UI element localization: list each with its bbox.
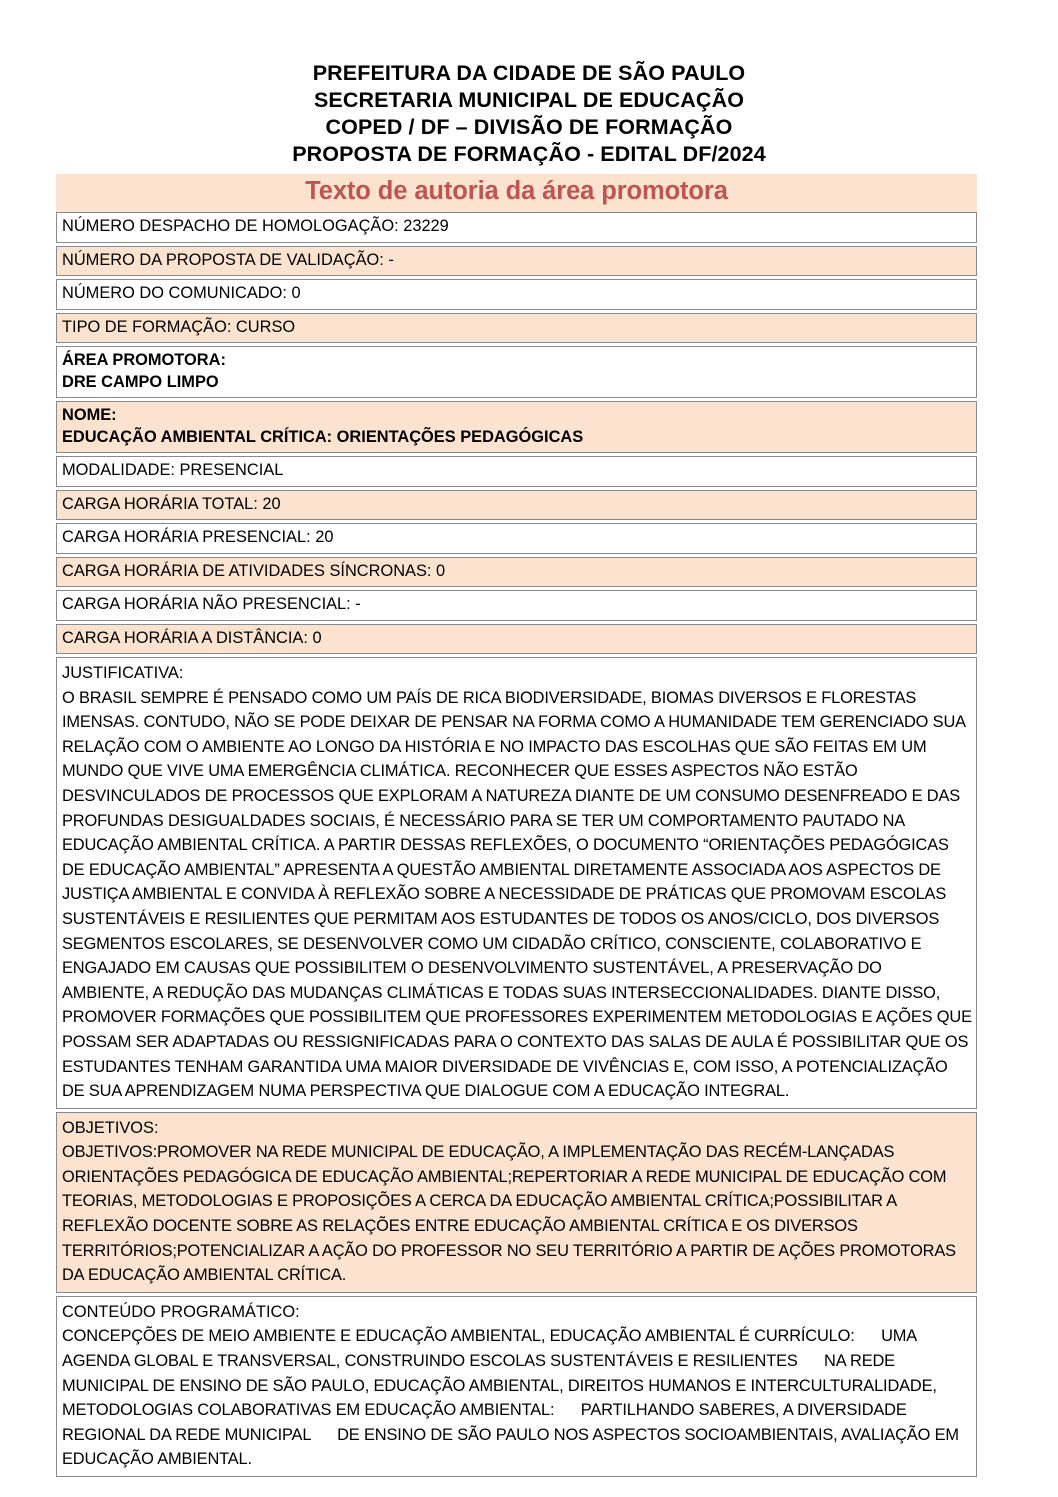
field-tipo-formacao: TIPO DE FORMAÇÃO: CURSO [56, 313, 977, 344]
row-carga-sincronas [56, 557, 977, 588]
row-justificativa [56, 657, 977, 1109]
field-area-promotora [56, 346, 977, 398]
header-line-secretaria: SECRETARIA MUNICIPAL DE EDUCAÇÃO [313, 88, 745, 112]
conteudo-text: CONCEPÇÕES DE MEIO AMBIENTE E EDUCAÇÃO AMBIENTAL, EDUCAÇÃO AMBIENTAL É CURRÍCULO: UMA AGENDA GLOBAL E TRANSVERSAL, CONSTRUINDO ESCOLAS SUSTENTÁVEIS E RESILIENTES NA REDE MUNICIPAL DE ENSINO DE SÃO PAULO, EDUCAÇÃO AMBIENTAL, DIREITOS HUMANOS E INTERCULTURALIDADE, METODOLOGIAS COLABORATIVAS EM EDUCAÇÃO AMBIENTAL: PARTILHANDO SABERES, A DIVERSIDADE REGIONAL DA REDE MUNICIPAL DE ENSINO DE SÃO PAULO NOS ASPECTOS SOCIOAMBIENTAIS, AVALIAÇÃO EM EDUCAÇÃO AMBIENTAL. [62, 1327, 964, 1469]
row-tipo-formacao [56, 313, 977, 344]
field-nome [56, 401, 977, 453]
justificativa-text: O BRASIL SEMPRE É PENSADO COMO UM PAÍS DE RICA BIODIVERSIDADE, BIOMAS DIVERSOS E FLORESTAS IMENSAS. CONTUDO, NÃO SE PODE DEIXAR DE PENSAR NA FORMA COMO A HUMANIDADE TEM GERENCIADO SUA RELAÇÃO COM O AMBIENTE AO LONGO DA HISTÓRIA E NO IMPACTO DAS ESCOLHAS QUE SÃO FEITAS EM UM MUNDO QUE VIVE UMA EMERGÊNCIA CLIMÁTICA. RECONHECER QUE ESSES ASPECTOS NÃO ESTÃO DESVINCULADOS DE PROCESSOS QUE EXPLORAM A NATUREZA DIANTE DE UM CONSUMO DESENFREADO E DAS PROFUNDAS DESIGUALDADES SOCIAIS, É NECESSÁRIO PARA SE TER UM COMPORTAMENTO PAUTADO NA EDUCAÇÃO AMBIENTAL CRÍTICA. A PARTIR DESSAS REFLEXÕES, O DOCUMENTO “ORIENTAÇÕES PEDAGÓGICAS DE EDUCAÇÃO AMBIENTAL” APRESENTA A QUESTÃO AMBIENTAL DIRETAMENTE ASSOCIADA AOS ASPECTOS DE JUSTIÇA AMBIENTAL E CONVIDA À REFLEXÃO SOBRE A NECESSIDADE DE PRÁTICAS QUE PROMOVAM ESCOLAS SUSTENTÁVEIS E RESILIENTES QUE PERMITAM AOS ESTUDANTES DE TODOS OS ANOS/CICLO, DOS DIVERSOS SEGMENTOS ESCOLARES, SE DESENVOLVER COMO UM CIDADÃO CRÍTICO, CONSCIENTE, COLABORATIVO E ENGAJADO EM CAUSAS QUE POSSIBILITEM O DESENVOLVIMENTO SUSTENTÁVEL, A PRESERVAÇÃO DO AMBIENTE, A REDUÇÃO DAS MUDANÇAS CLIMÁTICAS E TODAS SUAS INTERSECCIONALIDADES. DIANTE DISSO, PROMOVER FORMAÇÕES QUE POSSIBILITEM QUE PROFESSORES EXPERIMENTEM METODOLOGIAS E AÇÕES QUE POSSAM SER ADAPTADAS OU RESSIGNIFICADAS PARA O CONTEXTO DAS SALAS DE AULA É POSSIBILITAR QUE OS ESTUDANTES TENHAM GARANTIDA UMA MAIOR DIVERSIDADE DE VIVÊNCIAS E, COM ISSO, A POTENCIALIZAÇÃO DE SUA APRENDIZAGEM NUMA PERSPECTIVA QUE DIALOGUE COM A EDUCAÇÃO INTEGRAL. [62, 688, 977, 1101]
justificativa-label: JUSTIFICATIVA: [62, 664, 184, 682]
field-despacho: NÚMERO DESPACHO DE HOMOLOGAÇÃO: 23229 [56, 212, 977, 243]
field-carga-nao-presencial: CARGA HORÁRIA NÃO PRESENCIAL: - [56, 590, 977, 621]
row-carga-nao-presencial [56, 590, 977, 621]
field-modalidade: MODALIDADE: PRESENCIAL [56, 456, 977, 487]
nome-label: NOME: [62, 406, 117, 424]
field-carga-sincronas: CARGA HORÁRIA DE ATIVIDADES SÍNCRONAS: 0 [56, 557, 977, 588]
row-modalidade [56, 456, 977, 487]
field-justificativa [56, 657, 977, 1109]
row-area-promotora [56, 346, 977, 398]
row-despacho [56, 212, 977, 243]
row-carga-presencial [56, 523, 977, 554]
field-objetivos [56, 1112, 977, 1293]
field-proposta-validacao: NÚMERO DA PROPOSTA DE VALIDAÇÃO: - [56, 246, 977, 277]
header-line-prefeitura: PREFEITURA DA CIDADE DE SÃO PAULO [312, 61, 746, 85]
objetivos-text: OBJETIVOS:PROMOVER NA REDE MUNICIPAL DE EDUCAÇÃO, A IMPLEMENTAÇÃO DAS RECÉM-LANÇADAS ORIENTAÇÕES PEDAGÓGICA DE EDUCAÇÃO AMBIENTAL;REPERTORIAR A REDE MUNICIPAL DE EDUCAÇÃO COM TEORIAS, METODOLOGIAS E PROPOSIÇÕES A CERCA DA EDUCAÇÃO AMBIENTAL CRÍTICA;POSSIBILITAR A REFLEXÃO DOCENTE SOBRE AS RELAÇÕES ENTRE EDUCAÇÃO AMBIENTAL CRÍTICA E OS DIVERSOS TERRITÓRIOS;POTENCIALIZAR A AÇÃO DO PROFESSOR NO SEU TERRITÓRIO A PARTIR DE AÇÕES PROMOTORAS DA EDUCAÇÃO AMBIENTAL CRÍTICA. [62, 1143, 961, 1285]
nome-value: EDUCAÇÃO AMBIENTAL CRÍTICA: ORIENTAÇÕES PEDAGÓGICAS [62, 427, 584, 446]
area-promotora-value: DRE CAMPO LIMPO [62, 372, 219, 391]
row-conteudo-programatico [56, 1296, 977, 1477]
row-carga-total [56, 490, 977, 521]
header-line-coped: COPED / DF – DIVISÃO DE FORMAÇÃO [325, 115, 733, 139]
field-carga-presencial: CARGA HORÁRIA PRESENCIAL: 20 [56, 523, 977, 554]
banner-title: Texto de autoria da área promotora [305, 177, 728, 205]
row-objetivos [56, 1112, 977, 1293]
field-carga-distancia: CARGA HORÁRIA A DISTÂNCIA: 0 [56, 624, 977, 655]
row-carga-distancia [56, 624, 977, 655]
row-comunicado [56, 279, 977, 310]
row-nome [56, 401, 977, 453]
proposal-table [56, 174, 977, 1477]
field-comunicado: NÚMERO DO COMUNICADO: 0 [56, 279, 977, 310]
row-proposta-validacao [56, 246, 977, 277]
conteudo-label: CONTEÚDO PROGRAMÁTICO: [62, 1302, 300, 1321]
banner-cell [56, 174, 977, 212]
document-header [0, 0, 1058, 168]
objetivos-label: OBJETIVOS: [62, 1118, 159, 1137]
field-conteudo-programatico [56, 1296, 977, 1477]
field-carga-total: CARGA HORÁRIA TOTAL: 20 [56, 490, 977, 521]
area-promotora-label: ÁREA PROMOTORA: [62, 351, 226, 369]
banner-row [56, 174, 977, 212]
header-line-proposta: PROPOSTA DE FORMAÇÃO - EDITAL DF/2024 [292, 142, 766, 166]
